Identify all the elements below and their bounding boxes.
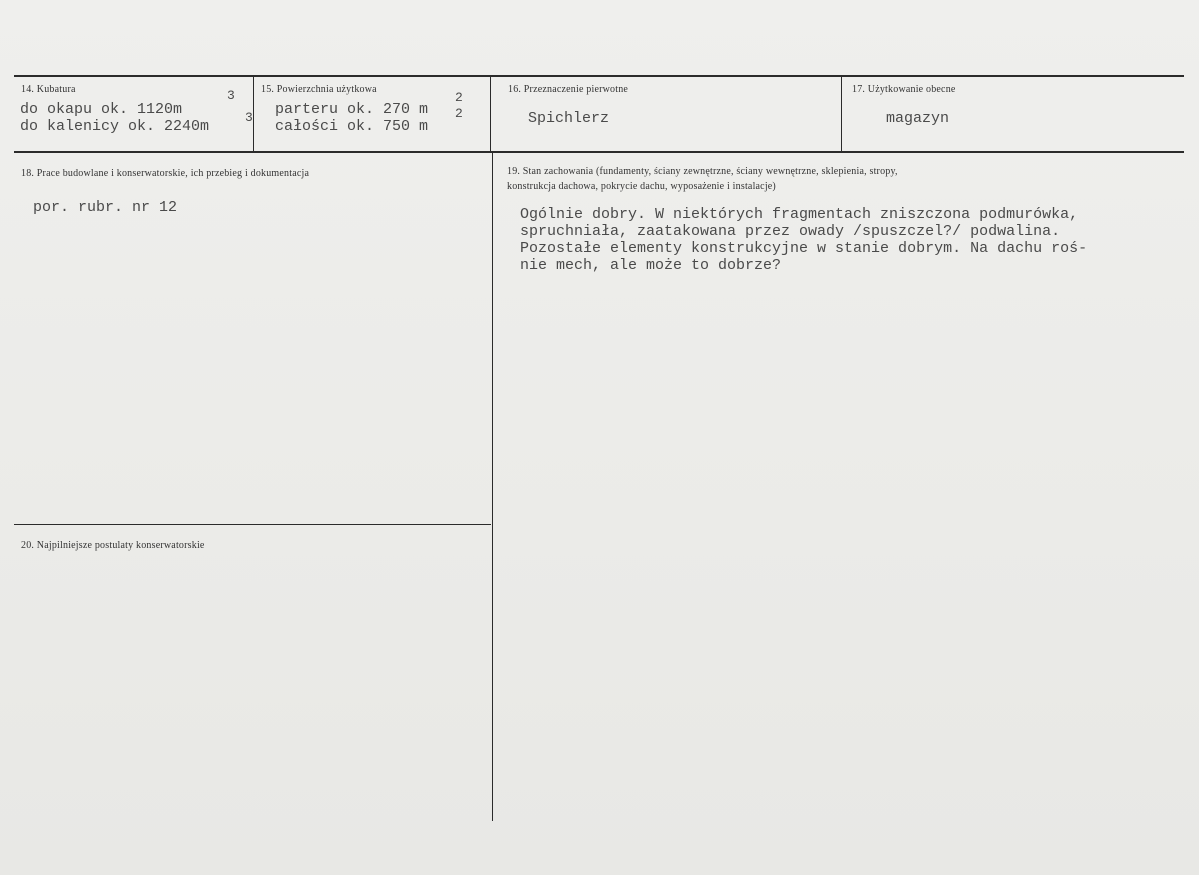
field-16-value: Spichlerz bbox=[528, 110, 610, 127]
field-14-label: 14. Kubatura bbox=[21, 84, 76, 95]
field-17-value: magazyn bbox=[886, 110, 950, 127]
field-18-label: 18. Prace budowlane i konserwatorskie, ich przebieg i dokumentacja bbox=[21, 168, 310, 179]
field-14-line1: do okapu ok. 1120m bbox=[20, 101, 183, 118]
field-14-sup1: 3 bbox=[227, 88, 235, 103]
field-15-sup2: 2 bbox=[455, 106, 463, 121]
field-14-line2: do kalenicy ok. 2240m bbox=[20, 118, 210, 135]
field-14-sup2: 3 bbox=[245, 110, 253, 125]
field-15-label: 15. Powierzchnia użytkowa bbox=[261, 84, 377, 95]
field-19-text-line1: Ogólnie dobry. W niektórych fragmentach zniszczona podmurówka, bbox=[520, 206, 1079, 223]
top-rule bbox=[14, 75, 1184, 77]
col-divider-16-17 bbox=[841, 77, 842, 151]
col-divider-14-15 bbox=[253, 77, 254, 151]
left-column-divider bbox=[14, 524, 491, 525]
field-19-label-line1: 19. Stan zachowania (fundamenty, ściany zewnętrzne, ściany wewnętrzne, sklepienia, stropy, bbox=[507, 166, 898, 177]
field-15-line1: parteru ok. 270 m bbox=[275, 101, 429, 118]
field-20-label: 20. Najpilniejsze postulaty konserwatorskie bbox=[21, 540, 205, 551]
field-18-value: por. rubr. nr 12 bbox=[33, 199, 178, 216]
field-19-text-line4: nie mech, ale może to dobrze? bbox=[520, 257, 782, 274]
col-divider-15-16 bbox=[490, 77, 491, 151]
row-divider bbox=[14, 151, 1184, 153]
field-15-line2: całości ok. 750 m bbox=[275, 118, 429, 135]
field-19-text-line2: spruchniała, zaatakowana przez owady /spuszczel?/ podwalina. bbox=[520, 223, 1061, 240]
field-17-label: 17. Użytkowanie obecne bbox=[852, 84, 956, 95]
main-column-divider bbox=[492, 153, 493, 821]
field-15-sup1: 2 bbox=[455, 90, 463, 105]
field-19-label-line2: konstrukcja dachowa, pokrycie dachu, wyposażenie i instalacje) bbox=[507, 181, 776, 192]
field-16-label: 16. Przeznaczenie pierwotne bbox=[508, 84, 629, 95]
field-19-text-line3: Pozostałe elementy konstrukcyjne w stanie dobrym. Na dachu roś- bbox=[520, 240, 1088, 257]
